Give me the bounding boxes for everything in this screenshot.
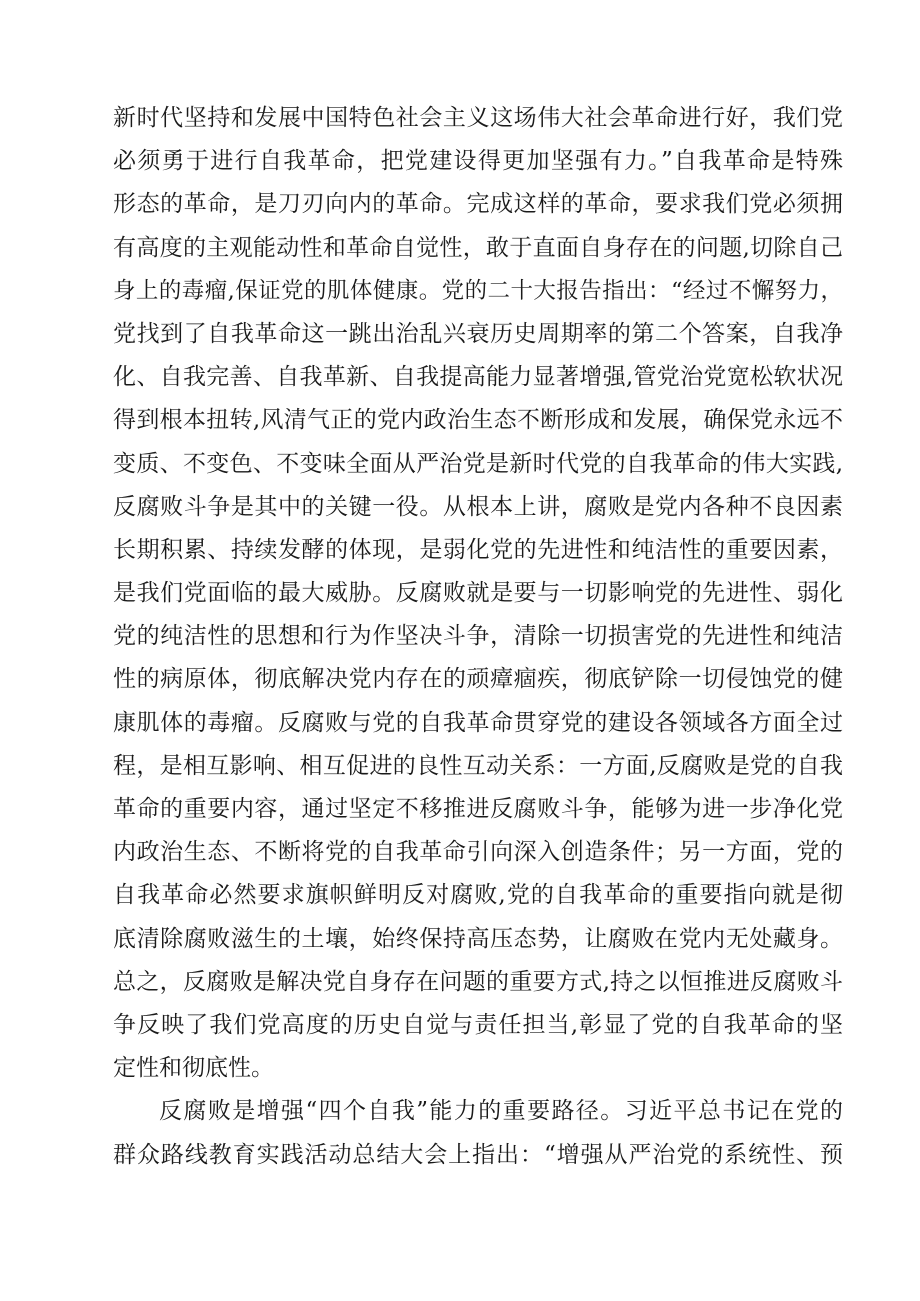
text-line: 必须勇于进行自我革命，把党建设得更加坚强有力。”自我革命是特殊 bbox=[113, 148, 843, 175]
text-line: 变质、不变色、不变味全面从严治党是新时代党的自我革命的伟大实践, bbox=[113, 450, 843, 477]
text-line: 反腐败是增强“四个自我”能力的重要路径。习近平总书记在党的 bbox=[159, 1098, 843, 1125]
text-line: 党的纯洁性的思想和行为作坚决斗争，清除一切损害党的先进性和纯洁 bbox=[113, 623, 843, 650]
text-line: 革命的重要内容，通过坚定不移推进反腐败斗争，能够为进一步净化党 bbox=[113, 796, 843, 822]
text-line: 内政治生态、不断将党的自我革命引向深入创造条件；另一方面，党的 bbox=[113, 839, 843, 866]
text-line: 长期积累、持续发酵的体现，是弱化党的先进性和纯洁性的重要因素， bbox=[113, 536, 843, 563]
text-line: 化、自我完善、自我革新、自我提高能力显著增强,管党治党宽松软状况 bbox=[113, 364, 843, 391]
text-line: 身上的毒瘤,保证党的肌体健康。党的二十大报告指出：“经过不懈努力， bbox=[113, 277, 843, 304]
text-line: 是我们党面临的最大威胁。反腐败就是要与一切影响党的先进性、弱化 bbox=[113, 580, 843, 607]
text-line: 形态的革命，是刀刃向内的革命。完成这样的革命，要求我们党必须拥 bbox=[113, 191, 843, 218]
paragraph-2 bbox=[113, 1090, 843, 1176]
text-line: 程，是相互影响、相互促进的良性互动关系：一方面,反腐败是党的自我 bbox=[113, 752, 843, 779]
text-line: 反腐败斗争是其中的关键一役。从根本上讲，腐败是党内各种不良因素 bbox=[113, 493, 843, 520]
text-line: 总之，反腐败是解决党自身存在问题的重要方式,持之以恒推进反腐败斗 bbox=[113, 968, 843, 995]
text-line: 有高度的主观能动性和革命自觉性，敢于直面自身存在的问题,切除自己 bbox=[113, 234, 843, 261]
text-line: 得到根本扭转,风清气正的党内政治生态不断形成和发展，确保党永远不 bbox=[113, 407, 843, 434]
body-text bbox=[113, 97, 843, 1177]
text-line: 性的病原体，彻底解决党内存在的顽瘴痼疾，彻底铲除一切侵蚀党的健 bbox=[113, 666, 843, 693]
text-line: 自我革命必然要求旗帜鲜明反对腐败,党的自我革命的重要指向就是彻 bbox=[113, 882, 843, 909]
text-line: 争反映了我们党高度的历史自觉与责任担当,彰显了党的自我革命的坚 bbox=[113, 1011, 843, 1038]
text-line: 康肌体的毒瘤。反腐败与党的自我革命贯穿党的建设各领域各方面全过 bbox=[113, 709, 843, 736]
paragraph-1 bbox=[113, 97, 843, 1090]
text-line: 底清除腐败滋生的土壤，始终保持高压态势，让腐败在党内无处藏身。 bbox=[113, 925, 843, 952]
text-line: 新时代坚持和发展中国特色社会主义这场伟大社会革命进行好，我们党 bbox=[113, 105, 843, 131]
text-line: 党找到了自我革命这一跳出治乱兴衰历史周期率的第二个答案，自我净 bbox=[113, 320, 843, 347]
text-line: 群众路线教育实践活动总结大会上指出：“增强从严治党的系统性、预 bbox=[113, 1141, 843, 1168]
text-line: 定性和彻底性。 bbox=[113, 1055, 274, 1082]
